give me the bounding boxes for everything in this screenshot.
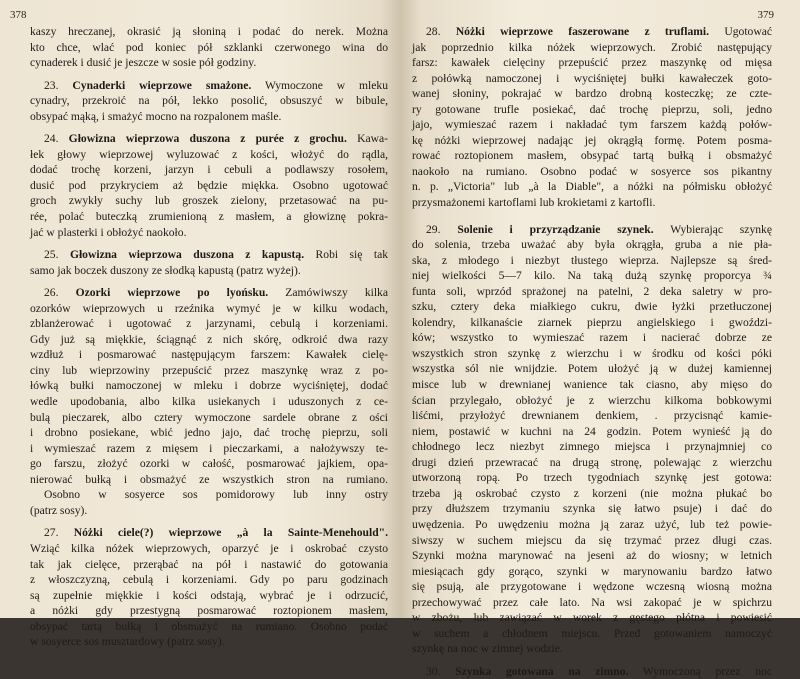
line-text: z połówką namoczonej i wyciśniętej bułki kawałeczek goto- bbox=[412, 71, 772, 85]
line-text: ska, z młodego i niezbyt tłustego wieprza. Najlepsze są śred- bbox=[412, 253, 772, 267]
line-text: szynkę na noc w zimnej wodzie. bbox=[412, 642, 563, 656]
text-line bbox=[412, 40, 772, 56]
text-line bbox=[30, 425, 388, 441]
line-text: niem, postawić w kuchni na 24 godzin. Potem wynieść ją do bbox=[412, 424, 772, 438]
text-line bbox=[412, 408, 772, 424]
line-text: kaszy hreczanej, okrasić ją słoniną i podać do nerek. Można bbox=[30, 25, 388, 38]
recipe-title: Ozorki wieprzowe po lyońsku. bbox=[75, 286, 269, 300]
text-line bbox=[412, 164, 772, 180]
line-text: trzeba ją oskrobać czysto z korzeni (nie można płukać bo bbox=[412, 486, 772, 500]
line-text: Robi się tak bbox=[304, 248, 389, 262]
line-text: Wziąć kilka nóżek wieprzowych, oparzyć je i oskrobać czysto bbox=[30, 541, 388, 555]
line-text: utworzoną ropą. Po trzech tygodniach szynkę jest gotowa: bbox=[412, 471, 772, 485]
line-text: w suchem a chłodnem miejscu. Przed gotowaniem namoczyć bbox=[412, 626, 772, 640]
recipe-number: 29. bbox=[426, 222, 458, 236]
text-line bbox=[412, 117, 772, 133]
text-line bbox=[412, 533, 772, 549]
text-line bbox=[412, 237, 772, 253]
line-text: w zbożu, lub zawiązać w worek z gęstego płótna i powiesić bbox=[412, 611, 772, 625]
text-line bbox=[412, 195, 772, 211]
line-text: są zupełnie miękkie i kości odstają, wybrać je i odrzucić, bbox=[30, 588, 388, 602]
line-text: Zamówiwszy kilka bbox=[268, 286, 388, 300]
line-text: chłodnego lecz niezbyt zimnego miejsca i przynajmniej co bbox=[412, 440, 772, 454]
text-line bbox=[30, 394, 388, 410]
line-text: zblanżerować i ugotować z jarzynami, cebulą i korzeniami. bbox=[30, 317, 388, 331]
line-text: wszystkich stron szynkę z wierzchu i w środku od kości póki bbox=[412, 346, 772, 360]
line-text: nierować bułką i obsmażyć ze wszystkich stron na rumiano. bbox=[30, 472, 388, 486]
recipe-number: 28. bbox=[426, 25, 456, 38]
line-text: z włoszczyzną, cebulą i korzeniami. Gdy po paru godzinach bbox=[30, 573, 388, 587]
line-text: rować roztopionem masłem, obsypać tartą bułką i obsmażyć bbox=[412, 149, 772, 163]
text-line bbox=[30, 40, 388, 56]
line-text: Kawa- bbox=[346, 132, 388, 146]
text-line bbox=[412, 179, 772, 195]
text-line bbox=[412, 222, 772, 238]
text-line bbox=[30, 487, 388, 503]
line-text: drugi dzień przewracać na drugą stronę, polewając z wierzchu bbox=[412, 455, 772, 469]
text-line bbox=[30, 603, 388, 619]
line-text: się psują, ale przygotowane i wędzone wczesną wiosną można bbox=[412, 580, 772, 594]
line-text: siwszy w suchem miejscu da się trzymać przez długi czas. bbox=[412, 533, 772, 547]
line-text: obsypać mąką, i smażyć mocno na rozpalonem maśle. bbox=[30, 109, 282, 123]
line-text: (patrz sosy). bbox=[30, 503, 88, 517]
text-line bbox=[30, 93, 388, 109]
text-line bbox=[412, 393, 772, 409]
text-line bbox=[412, 501, 772, 517]
line-text: Osobno w sosyerce sos pomidorowy lub inny ostry bbox=[44, 488, 388, 502]
recipe-number: 25. bbox=[44, 248, 70, 262]
line-text: farsz: kawałek cielęciny przepuścić przez maszynkę od mięsa bbox=[412, 56, 772, 70]
text-line bbox=[412, 626, 772, 642]
text-line bbox=[412, 361, 772, 377]
line-text: przechowywać przez całe lato. Na wsi zakopać je w spichrzu bbox=[412, 595, 772, 609]
text-line bbox=[30, 634, 388, 650]
page-number-right: 379 bbox=[757, 9, 774, 21]
text-line bbox=[30, 347, 388, 363]
text-line bbox=[30, 363, 388, 379]
recipe-number: 30. bbox=[426, 664, 456, 678]
line-text: Wybierając szynkę bbox=[653, 222, 772, 236]
line-text: Wymoczoną przez noc bbox=[628, 664, 773, 678]
line-text: Ugotować bbox=[709, 25, 773, 38]
line-text: misce lub w drewnianej wanience tak ciasno, aby mięso do bbox=[412, 378, 772, 392]
line-text: kę nóżki wieprzowej nadając jej okrągłą formę. Potem posma- bbox=[412, 133, 772, 147]
line-text: do solenia, trzeba uważać aby była okrągła, gruba a nie pła- bbox=[412, 238, 772, 252]
line-text: łówką bułki namoczonej w mleku i dobrze wyciśniętej, dodać bbox=[30, 379, 388, 393]
left-page bbox=[0, 0, 400, 649]
page-number-left: 378 bbox=[10, 9, 27, 21]
text-line bbox=[412, 486, 772, 502]
text-line bbox=[412, 330, 772, 346]
recipe-title: Solenie i przyrządzanie szynek. bbox=[457, 222, 654, 236]
line-text: tak jak cielęce, przerąbać na pół i nastawić do gotowania bbox=[30, 557, 388, 571]
text-line bbox=[30, 24, 388, 40]
recipe-number: 27. bbox=[44, 526, 74, 540]
line-text: n. p. „Victoria" lub „à la Diable", a nóżki na półmisku obłożyć bbox=[412, 180, 772, 194]
text-line bbox=[412, 455, 772, 471]
text-line bbox=[30, 456, 388, 472]
line-text: ozorków wieprzowych u rzeźnika wymyć je w kilku wodach, bbox=[30, 301, 388, 315]
right-page bbox=[400, 0, 800, 678]
line-text: wszystka sól nie wnijdzie. Potem ułożyć ją w dużej kamiennej bbox=[412, 362, 772, 376]
text-line bbox=[412, 377, 772, 393]
text-line bbox=[412, 24, 772, 40]
recipe-number: 24. bbox=[44, 132, 69, 146]
text-line bbox=[412, 595, 772, 611]
text-line bbox=[30, 178, 388, 194]
line-text: i drobno posiekane, wbić jedno jajo, dać trochę pieprzu, soli bbox=[30, 426, 388, 440]
recipe-title: Nóżki wieprzowe faszerowane z truflami. bbox=[455, 25, 710, 38]
text-line bbox=[30, 525, 388, 541]
text-line bbox=[412, 346, 772, 362]
recipe-title: Nóżki ciele(?) wieprzowe „à la Sainte-Menehould". bbox=[73, 526, 388, 540]
line-text: jajo, wymieszać razem i nakładać tym farszem każdą połów- bbox=[412, 118, 772, 132]
text-line bbox=[412, 71, 772, 87]
line-text: wzdłuż i posmarować następującym farszem: Kawałek cielę- bbox=[30, 348, 388, 362]
line-text: niej wielkości 5—7 kilo. Na taką dużą szynkę proporcya ¾ bbox=[412, 269, 772, 283]
text-line bbox=[30, 541, 388, 557]
recipe-title: Szynka gotowana na zimno. bbox=[455, 664, 629, 678]
text-line bbox=[30, 162, 388, 178]
line-text: dusić pod przykryciem aż będzie miękka. Osobno ugotować bbox=[30, 178, 388, 192]
text-line bbox=[412, 148, 772, 164]
text-line bbox=[30, 588, 388, 604]
text-line bbox=[30, 572, 388, 588]
line-text: wedle upodobania, albo kilka usiekanych i uduszonych z ce- bbox=[30, 395, 388, 409]
text-line bbox=[412, 664, 772, 679]
text-line bbox=[30, 131, 388, 147]
text-line bbox=[30, 332, 388, 348]
text-line bbox=[30, 263, 388, 279]
paragraph-gap bbox=[30, 518, 388, 525]
line-text: ry gotowane trufle posiekać, dać trochę pieprzu, soli, jedno bbox=[412, 102, 772, 116]
text-line bbox=[412, 55, 772, 71]
text-line bbox=[412, 470, 772, 486]
line-text: groch zwykły suchy lub groszek zielony, przetasować na pu- bbox=[30, 194, 388, 208]
line-text: Gdy już są miękkie, ściągnąć z nich skórę, odkroić dwa razy bbox=[30, 332, 388, 346]
text-line bbox=[30, 619, 388, 635]
line-text: jać w plasterki i obłożyć naokoło. bbox=[30, 225, 187, 239]
line-text: liśćmi, przyłożyć drewnianem denkiem, . przycisnąć kamie- bbox=[412, 409, 772, 423]
text-line bbox=[30, 147, 388, 163]
line-text: funta soli, wprzód sprażonej na patelni, 2 deka saletry w pro- bbox=[412, 284, 772, 298]
text-line bbox=[412, 610, 772, 626]
text-line bbox=[30, 410, 388, 426]
paragraph-gap bbox=[412, 657, 772, 664]
text-line bbox=[412, 102, 772, 118]
line-text: uwędzenia. Po uwędzeniu można ją zaraz użyć, lub też powie- bbox=[412, 517, 772, 531]
line-text: samo jak boczek duszony ze słodką kapustą (patrz wyżej). bbox=[30, 263, 301, 277]
line-text: miesiącach gdy gorąco, szynki w marynowaniu bardzo łatwo bbox=[412, 564, 772, 578]
recipe-number: 23. bbox=[44, 78, 73, 92]
paragraph-gap bbox=[412, 211, 772, 218]
line-text: ciny lub wieprzowiny przepuścić przez maszynkę wraz z po- bbox=[30, 363, 388, 377]
line-text: obsypać tartą bułką i obsmażyć na rumiano. Osobno podać bbox=[30, 619, 388, 633]
text-line bbox=[30, 503, 388, 519]
text-line bbox=[30, 209, 388, 225]
line-text: w sosyerce sos musztardowy (patrz sosy). bbox=[30, 635, 225, 649]
line-text: naokoło na rumiano. Osobno podać w sosyerce sos pikantny bbox=[412, 164, 772, 178]
text-line bbox=[412, 517, 772, 533]
line-text: łek głowy wieprzowej wyluzować z kości, włożyć do rądla, bbox=[30, 147, 388, 161]
text-line bbox=[30, 301, 388, 317]
text-line bbox=[412, 439, 772, 455]
recipe-title: Głowizna wieprzowa duszona z kapustą. bbox=[69, 248, 305, 262]
text-line bbox=[30, 193, 388, 209]
line-text: bulą pieczarek, albo cztery wymoczone sardele obrane z ości bbox=[30, 410, 388, 424]
right-page-text bbox=[412, 24, 772, 679]
line-text: ścian przylegało, obłożyć je z wierzchu kilkoma bobkowymi bbox=[412, 393, 772, 407]
line-text: a nóżki gdy przestygną posmarować roztopionem masłem, bbox=[30, 604, 388, 618]
paragraph-gap bbox=[30, 71, 388, 78]
line-text: dodać trochę korzeni, jarzyn i cebuli a podlawszy rosołem, bbox=[30, 163, 388, 177]
text-line bbox=[412, 268, 772, 284]
text-line bbox=[412, 133, 772, 149]
line-text: cynaderek i dusić je jeszcze w sosie pół godziny. bbox=[30, 56, 257, 70]
paragraph-gap bbox=[30, 278, 388, 285]
text-line bbox=[30, 247, 388, 263]
line-text: go farszu, złożyć ozorki w całość, posmarować jajkiem, opa- bbox=[30, 457, 388, 471]
text-line bbox=[30, 225, 388, 241]
line-text: szku, cztery deka miałkiego cukru, dwie łyżki przetłuczonej bbox=[412, 300, 772, 314]
line-text: Wymoczone w mleku bbox=[251, 78, 388, 92]
line-text: przy dłuższem trzymaniu szynka się łatwo psuje) i dać do bbox=[412, 502, 772, 516]
text-line bbox=[412, 284, 772, 300]
text-line bbox=[412, 315, 772, 331]
text-line bbox=[30, 109, 388, 125]
text-line bbox=[412, 253, 772, 269]
line-text: rée, polać buteczką zrumienioną z masłem, a głowiznę pokra- bbox=[30, 210, 388, 224]
text-line bbox=[412, 579, 772, 595]
line-text: przysmażonemi kartoflami lub krokietami z kartofli. bbox=[412, 196, 656, 210]
line-text: cynadry, przekroić na pół, lekko posolić, obsuszyć w bibule, bbox=[30, 94, 388, 108]
line-text: kto chce, wlać pod koniec pół szklanki czerwonego wina do bbox=[30, 40, 388, 54]
recipe-title: Głowizna wieprzowa duszona z purée z grochu. bbox=[68, 132, 347, 146]
text-line bbox=[30, 55, 388, 71]
text-line bbox=[412, 641, 772, 657]
line-text: ków; wszystko to wymieszać razem i nacierać dobrze ze bbox=[412, 331, 772, 345]
text-line bbox=[30, 316, 388, 332]
paragraph-gap bbox=[30, 124, 388, 131]
recipe-number: 26. bbox=[44, 286, 76, 300]
line-text: i wymieszać razem z mięsem i pieczarkami, a nałożywszy te- bbox=[30, 441, 388, 455]
text-line bbox=[412, 424, 772, 440]
text-line bbox=[412, 564, 772, 580]
paragraph-gap bbox=[30, 240, 388, 247]
text-line bbox=[30, 557, 388, 573]
line-text: Szynki można marynować na jeseni aż do wiosny; w letnich bbox=[412, 549, 772, 563]
text-line bbox=[412, 299, 772, 315]
text-line bbox=[30, 285, 388, 301]
text-line bbox=[30, 78, 388, 94]
text-line bbox=[30, 441, 388, 457]
text-line bbox=[412, 86, 772, 102]
line-text: kolendry, kilkanaście ziarnek pieprzu angielskiego i gwoździ- bbox=[412, 315, 772, 329]
text-line bbox=[30, 378, 388, 394]
line-text: wanej słoniny, pokrajać w bardzo drobną kosteczkę; ze czte- bbox=[412, 87, 772, 101]
text-line bbox=[412, 548, 772, 564]
recipe-title: Cynaderki wieprzowe smażone. bbox=[72, 78, 252, 92]
line-text: jak poprzednio kilka nóżek wieprzowych. Zrobić następujący bbox=[412, 40, 772, 54]
left-page-text bbox=[30, 24, 388, 650]
text-line bbox=[30, 472, 388, 488]
